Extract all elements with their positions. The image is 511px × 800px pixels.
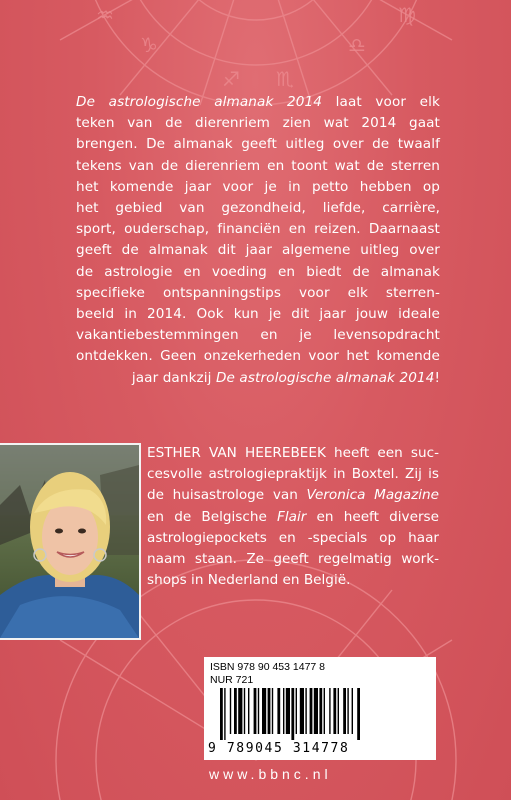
description-line: vakantiebestemmingen en je levensopdracht [76,327,440,344]
book-description [76,92,440,389]
barcode-bar [310,688,313,734]
description-line: beeld in 2014. Ook kun je dit jaar jouw ideale [76,306,440,323]
barcode-bar [244,688,245,734]
barcode-bar [300,688,304,734]
bio-line: ESTHER VAN HEEREBEEK heeft een suc- [147,445,439,461]
barcode-bar [305,688,306,734]
barcode-bar [268,688,271,734]
description-line: De astrologische almanak 2014 laat voor elk [76,94,440,110]
description-line: ontdekken. Geen onzekerheden voor het komende [76,348,440,365]
barcode-bar [333,688,336,734]
barcode-bar [352,688,353,734]
barcode-bar [357,688,360,740]
bio-line: cesvolle astrologiepraktijk in Boxtel. Zij is [147,466,439,483]
description-line: de astrologie en voeding en biedt de almanak [76,263,440,280]
bio-line: de huisastrologe van Veronica Magazine [147,487,439,504]
bio-line: astrologiepockets en -specials op haar [147,529,439,546]
barcode-bar [220,688,223,740]
zodiac-sign-icon: ♒ [96,3,114,27]
barcode-bar [286,688,290,734]
barcode-bar [234,688,237,734]
barcode-bar [272,688,273,734]
barcode-bar [296,688,297,734]
isbn-number: ISBN 978 90 453 1477 8 [210,661,326,673]
publisher-website[interactable]: www.bbnc.nl [209,766,332,782]
barcode-bar [254,688,257,734]
zodiac-sign-icon: ♍ [398,3,416,27]
barcode-bar [238,688,242,734]
barcode-label [204,657,436,760]
barcode-bar [248,688,249,734]
zodiac-sign-icon: ♎ [348,33,366,57]
barcode-bar [258,688,259,734]
barcode-bar [324,688,325,734]
description-line: sport, ouderschap, financiën en reizen. Daarnaast [76,221,440,238]
zodiac-sign-icon: ♑ [140,33,158,57]
description-line: brengen. De almanak geeft uitleg over de twaalf [76,136,440,153]
author-portrait-image [0,445,139,638]
barcode-bar [329,688,330,734]
description-line: geeft de almanak dit jaar algemene uitleg over [76,242,440,259]
bio-line: shops in Nederland en België. [147,572,351,589]
barcode-bar [291,688,294,740]
barcode-bar [314,688,318,734]
barcode-bar [230,688,231,734]
description-line: teken van de dierenriem zien wat 2014 gaat [76,115,440,132]
zodiac-sign-icon: ♏ [276,67,294,91]
author-photo [0,443,141,640]
barcode-bar [343,688,346,734]
barcode-bars [210,688,430,740]
description-line: specifieke ontspanningstips voor elk sterren- [76,284,440,301]
barcode-bar [224,688,225,740]
nur-code: NUR 721 [210,674,254,686]
barcode-digits: 9 789045 314778 [208,741,350,756]
barcode-bar [277,688,280,734]
author-bio [147,443,439,591]
zodiac-sign-icon: ♐ [222,67,240,91]
barcode-bar [283,688,284,734]
barcode-bar [262,688,266,734]
bio-line: naam staan. Ze geeft regelmatig work- [147,551,439,568]
barcode-bar [347,688,348,734]
description-line: het komende jaar voor je in petto hebben op [76,178,440,195]
bio-line: en de Belgische Flair en heeft diverse [147,508,439,525]
barcode-bar [338,688,339,734]
barcode-bar [319,688,322,734]
description-last-line: jaar dankzij De astrologische almanak 2014! [131,369,440,386]
description-line: tekens van de dierenriem en toont wat de sterren [76,157,440,174]
description-line: het gebied van gezondheid, liefde, carrière, [76,200,440,217]
